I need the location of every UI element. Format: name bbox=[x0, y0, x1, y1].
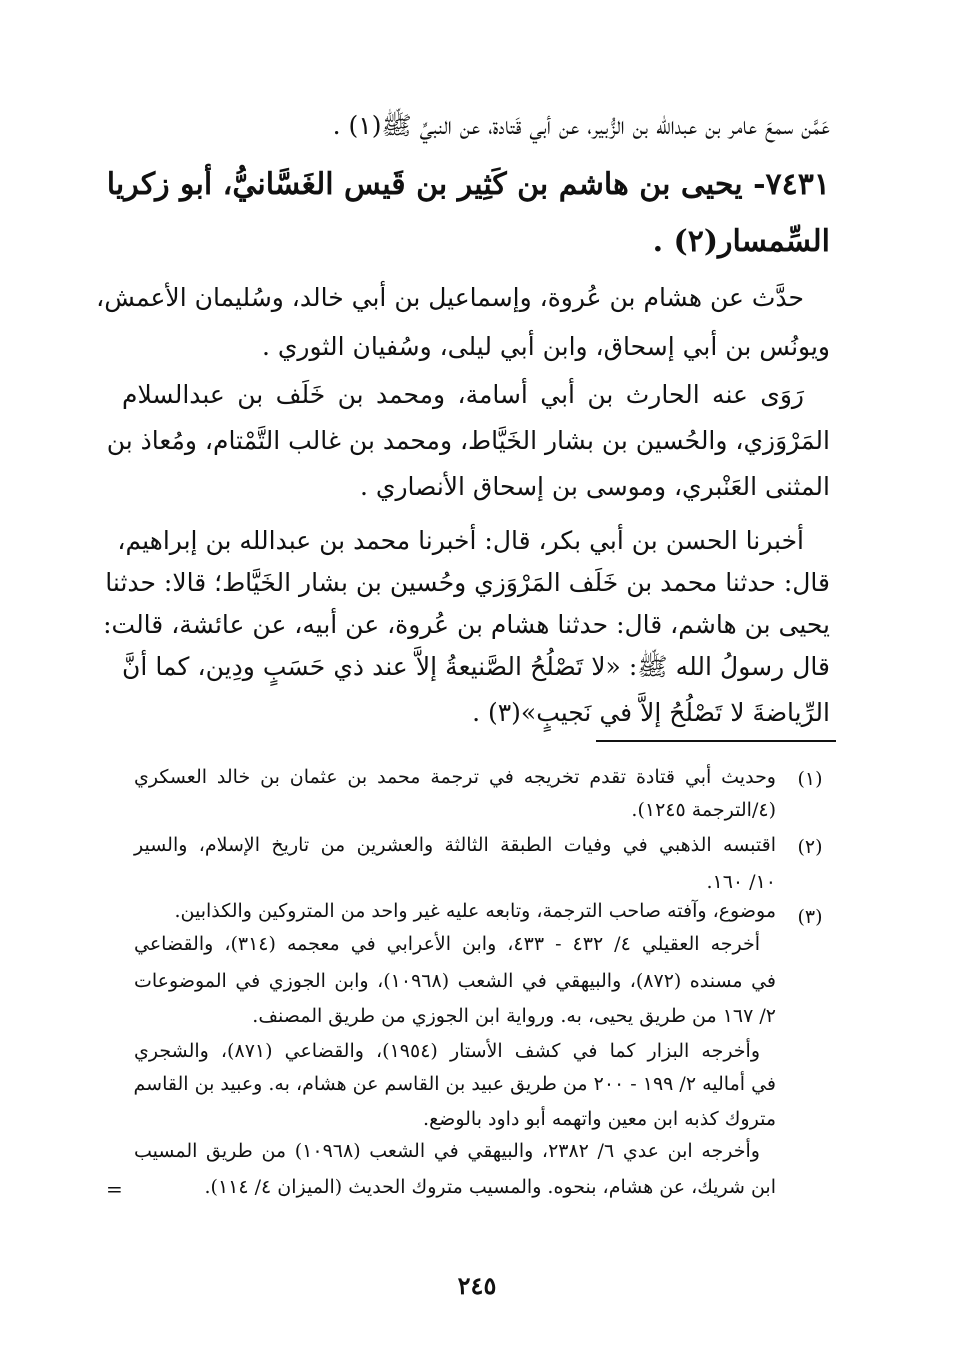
main-line-5: ويونُس بن أبي إسحاق، وابن أبي ليلى، وسُفيان الثوري . bbox=[261, 332, 830, 361]
entry-heading-line-2: السِّمسار(٢) . bbox=[652, 224, 830, 259]
main-line-11: يحيى بن هاشم، قال: حدثنا هشام بن عُروة، عن أبيه، عن عائشة، قالت: bbox=[103, 610, 830, 639]
footnote-separator bbox=[596, 740, 836, 742]
main-line-4: حدَّث عن هشام بن عُروة، وإسماعيل بن أبي خالد، وسُليمان الأعمش، bbox=[96, 283, 804, 312]
footnote-line: ١٠/ ١٦٠. bbox=[706, 871, 776, 893]
footnote-number-3: (٣) bbox=[797, 906, 823, 928]
main-line-7: المَرْوَزي، والحُسين بن بشار الخَيَّاط، ومحمد بن غالب التَّمْتام، ومُعاذ بن bbox=[106, 426, 830, 455]
page-number: ٢٤٥ bbox=[457, 1271, 497, 1300]
main-line-1: عَمَّن سمعَ عامر بن عبدالله بن الزُّبير، عن أبي قَتادة، عن النبيِّ ﷺ(١) . bbox=[332, 111, 830, 140]
main-line-13: الرِّياضةَ لا تَصْلُحُ إلاَّ في نَجيبٍ»(٣) . bbox=[472, 698, 830, 727]
entry-heading-line-1: ٧٤٣١- يحيى بن هاشم بن كَثِير بن قَيس الغَسَّانيُّ، أبو زكريا bbox=[106, 167, 830, 202]
footnote-line: وأخرجه ابن عدي ٦/ ٢٣٨٢، والبيهقي في الشعب (١٠٩٦٨) من طريق المسيب bbox=[134, 1140, 760, 1162]
main-line-6: رَوَى عنه الحارث بن أبي أسامة، ومحمد بن خَلَف بن عبدالسلام bbox=[122, 380, 804, 409]
footnote-line: ٢/ ١٦٧ من طريق يحيى، به. ورواية ابن الجوزي من طريق المصنف. bbox=[252, 1005, 776, 1027]
main-line-8: المثنى العَنْبري، وموسى بن إسحاق الأنصاري . bbox=[359, 472, 830, 501]
footnote-line: أخرجه العقيلي ٤/ ٤٣٢ - ٤٣٣، وابن الأعرابي في معجمه (٣١٤)، والقضاعي bbox=[134, 933, 761, 955]
footnote-line: موضوع، وآفته صاحب الترجمة، وتابعه عليه غير واحد من المتروكين والكذابين. bbox=[174, 900, 776, 922]
main-line-12: قال رسولُ الله ﷺ: «لا تَصْلُحُ الصَّنيعةُ إلاَّ عند ذي حَسَبٍ ودِين، كما أنَّ bbox=[122, 652, 830, 681]
footnote-line: في مسنده (٨٧٢)، والبيهقي في الشعب (١٠٩٦٨)، وابن الجوزي في الموضوعات bbox=[134, 970, 777, 992]
continuation-mark: = bbox=[106, 1177, 123, 1201]
main-line-10: قال: حدثنا محمد بن خَلَف المَرْوَزي وحُسين بن بشار الخَيَّاط؛ قالا: حدثنا bbox=[105, 568, 830, 597]
footnote-line: وأخرجه البزار كما في كشف الأستار (١٩٥٤)، والقضاعي (٨٧١)، والشجري bbox=[134, 1040, 760, 1062]
footnote-line: (٤/الترجمة ١٢٤٥). bbox=[631, 799, 776, 821]
main-line-9: أخبرنا الحسن بن أبي بكر، قال: أخبرنا محمد بن عبدالله بن إبراهيم، bbox=[117, 526, 804, 555]
footnote-number-2: (٢) bbox=[797, 836, 823, 858]
footnote-line: اقتبسه الذهبي في وفيات الطبقة الثالثة والعشرين من تاريخ الإسلام، والسير bbox=[134, 834, 776, 856]
footnote-number-1: (١) bbox=[797, 768, 823, 790]
footnote-line: متروك كذبه ابن معين واتهمه أبو داود بالوضع. bbox=[423, 1108, 776, 1130]
footnote-line: وحديث أبي قتادة تقدم تخريجه في ترجمة محمد بن عثمان بن خالد العسكري bbox=[134, 766, 776, 788]
footnote-line: في أماليه ٢/ ١٩٩ - ٢٠٠ من طريق عبيد بن القاسم عن هشام، به. وعبيد بن القاسم bbox=[133, 1073, 776, 1095]
footnote-line: ابن شريك، عن هشام، بنحوه. والمسيب متروك الحديث (الميزان ٤/ ١١٤). bbox=[204, 1176, 776, 1198]
